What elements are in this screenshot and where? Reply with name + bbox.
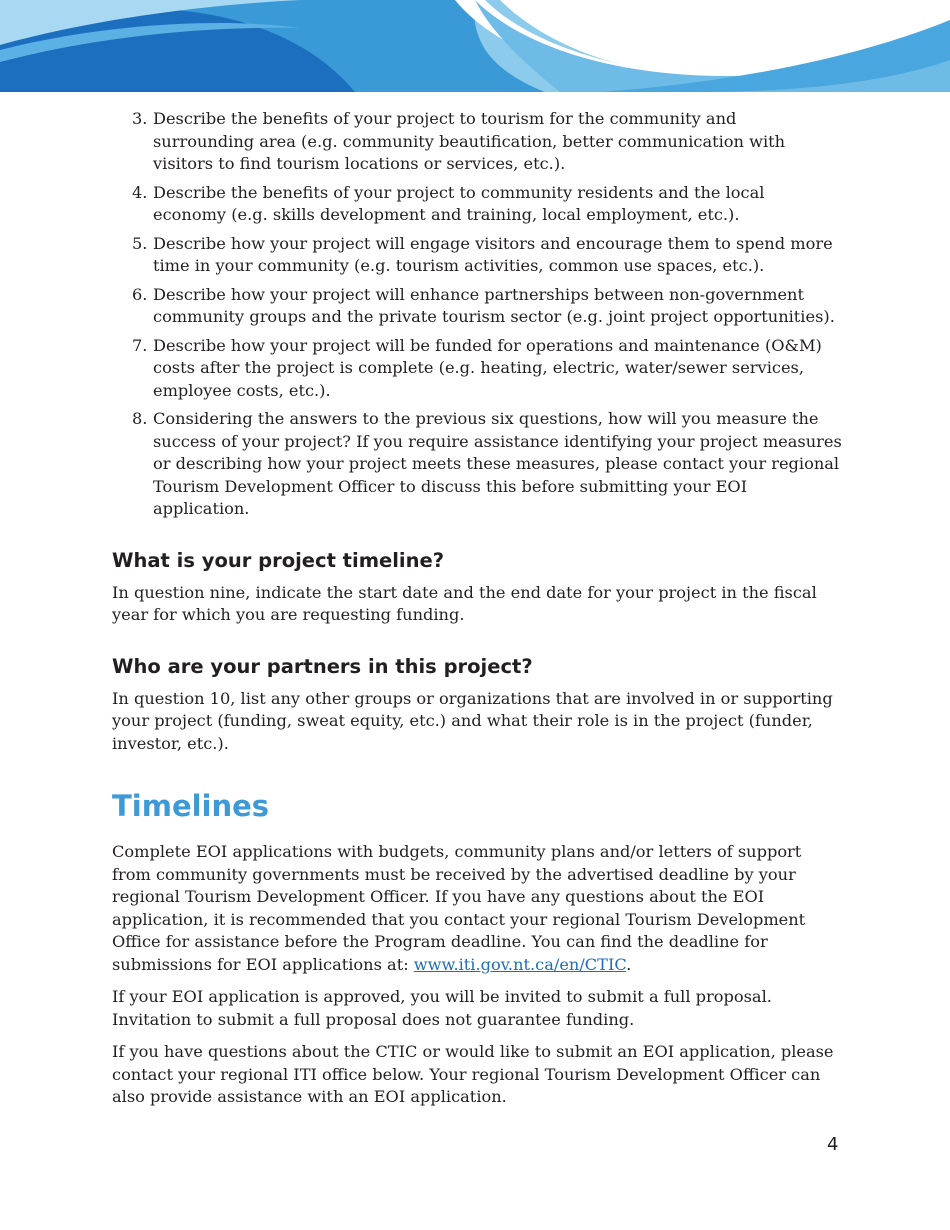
list-item (112, 335, 842, 403)
list-item-text: Describe the benefits of your project to tourism for the community and surrounding area (e.g. community beautification, better communication with visitors to find tourism locations or services, etc.). (153, 109, 786, 173)
list-item (112, 233, 842, 278)
list-item-text: Considering the answers to the previous six questions, how will you measure the success of your project? If you require assistance identifying your project measures or describing how your project meets these measures, please contact your regional Tourism Development Officer to discuss this before submitting your EOI application. (153, 409, 842, 518)
list-item-number: 4. (132, 182, 148, 202)
list-item (112, 408, 842, 521)
list-item-number: 7. (132, 335, 148, 355)
list-item-number: 3. (132, 109, 148, 128)
timeline-body: In question nine, indicate the start date and the end date for your project in the fiscal year for which you are requesting funding. (112, 582, 817, 624)
header-wave-banner (0, 0, 950, 96)
list-item-number: 6. (132, 284, 148, 304)
list-item-text: Describe how your project will enhance partnerships between non-government community groups and the private tourism sector (e.g. joint project opportunities). (153, 284, 835, 326)
question-list (112, 108, 842, 521)
timelines-paragraph-1-text: Complete EOI applications with budgets, community plans and/or letters of support from community governments must be received by the advertised deadline by your regional Tourism Development Officer. If you have any questions about the EOI application, it is recommended that you contact your regional Tourism Development Office for assistance before the Program deadline. You can find the deadline for submissions for EOI applications at: (112, 842, 806, 974)
timelines-paragraph-1 (112, 841, 842, 976)
ctic-link[interactable]: www.iti.gov.nt.ca/en/CTIC (413, 954, 627, 974)
partners-heading: Who are your partners in this project? (112, 654, 533, 678)
banner-bottom-fade (0, 92, 950, 96)
list-item-text: Describe the benefits of your project to community residents and the local economy (e.g. skills development and training, local employment, etc.). (153, 182, 765, 224)
timelines-paragraph-1-end: . (626, 954, 632, 974)
page-content (112, 108, 842, 1119)
list-item-number: 8. (132, 409, 148, 428)
list-item (112, 284, 842, 329)
list-item-number: 5. (132, 233, 148, 253)
timeline-heading: What is your project timeline? (112, 548, 445, 572)
partners-body: In question 10, list any other groups or organizations that are involved in or supporting your project (funding, sweat equity, etc.) and what their role is in the project (funder, investor, etc.). (112, 688, 833, 753)
timelines-paragraph-2: If your EOI application is approved, you will be invited to submit a full proposal. Invitation to submit a full proposal does not guarantee funding. (112, 987, 772, 1029)
timelines-paragraph-3: If you have questions about the CTIC or would like to submit an EOI application, please contact your regional ITI office below. Your regional Tourism Development Officer can also provide assistance with an EOI application. (112, 1042, 834, 1106)
timelines-heading: Timelines (112, 789, 270, 823)
list-item-text: Describe how your project will be funded for operations and maintenance (O&M) costs after the project is complete (e.g. heating, electric, water/sewer services, employee costs, etc.). (153, 335, 822, 400)
list-item (112, 182, 842, 227)
page-number: 4 (827, 1134, 839, 1155)
list-item-text: Describe how your project will engage visitors and encourage them to spend more time in your community (e.g. tourism activities, common use spaces, etc.). (153, 233, 833, 275)
list-item (112, 108, 842, 176)
